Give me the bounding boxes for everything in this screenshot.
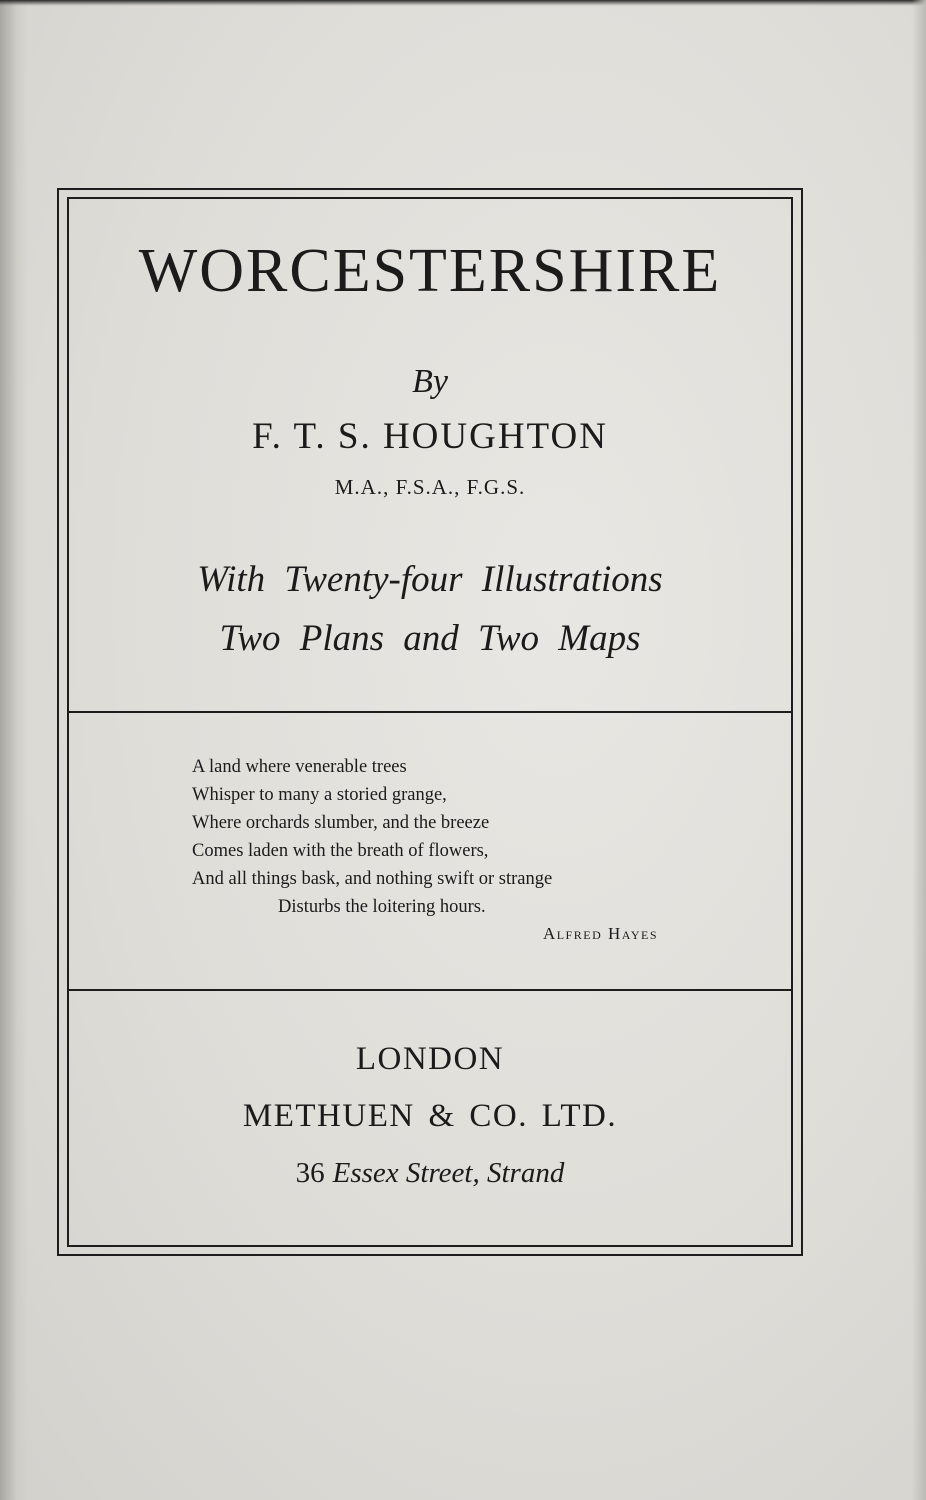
poem-line: Where orchards slumber, and the breeze bbox=[192, 813, 490, 833]
author-name: F. T. S. HOUGHTON bbox=[252, 416, 608, 457]
imprint-city: LONDON bbox=[355, 1041, 505, 1077]
divider-rule-bottom bbox=[69, 989, 791, 991]
poem-line: A land where venerable trees bbox=[192, 757, 407, 777]
epigraph-poem bbox=[192, 753, 712, 921]
author-degrees: M.A., F.S.A., F.G.S. bbox=[334, 475, 526, 499]
by-line: By bbox=[412, 363, 448, 400]
address-number: 36 bbox=[295, 1157, 325, 1189]
poem-line: Comes laden with the breath of flowers, bbox=[192, 841, 489, 861]
imprint-publisher: METHUEN & CO. LTD. bbox=[242, 1098, 618, 1134]
poem-line: Disturbs the loitering hours. bbox=[278, 897, 486, 917]
book-title: WORCESTERSHIRE bbox=[138, 237, 722, 305]
address-street: Essex Street, Strand bbox=[332, 1157, 565, 1189]
divider-rule-top bbox=[69, 711, 791, 713]
illustrations-line-1: With Twenty-four Illustrations bbox=[197, 559, 663, 600]
poem-line: Whisper to many a storied grange, bbox=[192, 785, 447, 805]
page-top-edge bbox=[0, 0, 926, 6]
imprint-address bbox=[69, 1151, 791, 1195]
inner-border-frame bbox=[67, 197, 793, 1247]
epigraph-attribution: Alfred Hayes bbox=[542, 924, 658, 943]
spine-shadow bbox=[0, 0, 28, 1500]
illustrations-line-2: Two Plans and Two Maps bbox=[219, 618, 641, 659]
poem-line: And all things bask, and nothing swift or strange bbox=[192, 869, 553, 889]
page-right-edge bbox=[912, 0, 926, 1500]
